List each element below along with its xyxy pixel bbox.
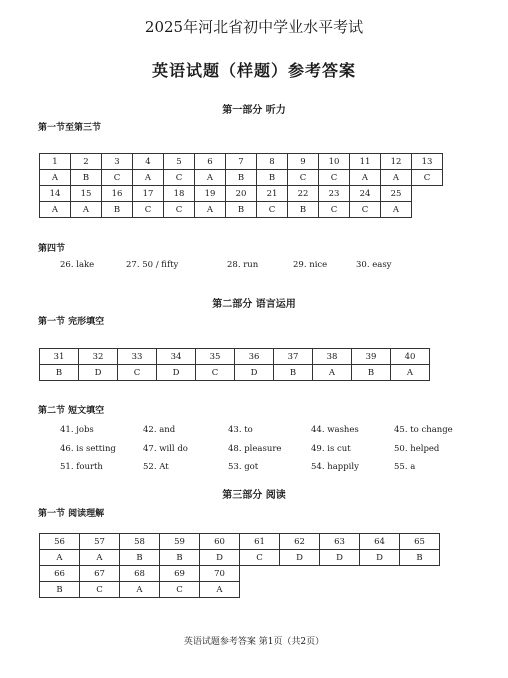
table-cell: 56 — [40, 534, 80, 550]
part2-title: 第二部分 语言运用 — [212, 299, 296, 310]
table-cell: 40 — [391, 349, 430, 365]
table-cell: C — [288, 170, 319, 186]
list-item: 43. to — [228, 425, 253, 435]
part3-answer-table — [39, 533, 440, 598]
list-item: 48. pleasure — [228, 444, 282, 454]
table-cell: 57 — [80, 534, 120, 550]
table-cell: 21 — [257, 186, 288, 202]
table-cell: A — [381, 170, 412, 186]
list-item: 28. run — [227, 260, 259, 270]
table-cell: C — [164, 170, 195, 186]
table-cell: A — [40, 170, 71, 186]
table-cell: 62 — [280, 534, 320, 550]
table-cell: C — [257, 202, 288, 218]
table-cell: B — [160, 550, 200, 566]
list-item: 54. happily — [311, 462, 359, 472]
table-cell: 17 — [133, 186, 164, 202]
list-item: 50. helped — [394, 444, 440, 454]
table-cell: A — [195, 170, 226, 186]
list-item: 26. lake — [60, 260, 95, 270]
table-cell: 1 — [40, 154, 71, 170]
table-cell: B — [40, 365, 79, 381]
part3-section1-label: 第一节 阅读理解 — [38, 509, 105, 519]
part3-title: 第三部分 阅读 — [222, 490, 286, 501]
table-cell: B — [352, 365, 391, 381]
table-cell: A — [381, 202, 412, 218]
table-cell: A — [350, 170, 381, 186]
list-item: 55. a — [394, 462, 416, 472]
table-cell: 34 — [157, 349, 196, 365]
table-cell: 10 — [319, 154, 350, 170]
table-cell: 25 — [381, 186, 412, 202]
table-cell: 63 — [320, 534, 360, 550]
table-cell: A — [313, 365, 352, 381]
part2-section1-label: 第一节 完形填空 — [38, 317, 105, 327]
table-row — [40, 534, 440, 550]
part1-section1-3-label: 第一节至第三节 — [38, 123, 102, 133]
table-cell: C — [164, 202, 195, 218]
table-cell: C — [319, 170, 350, 186]
table-cell: B — [257, 170, 288, 186]
table-cell: 33 — [118, 349, 157, 365]
table-cell: B — [400, 550, 440, 566]
table-cell: 37 — [274, 349, 313, 365]
table-cell: 38 — [313, 349, 352, 365]
table-cell: 61 — [240, 534, 280, 550]
table-cell: 35 — [196, 349, 235, 365]
table-cell: B — [288, 202, 319, 218]
list-item: 30. easy — [356, 260, 392, 270]
table-cell: 19 — [195, 186, 226, 202]
table-cell: C — [80, 582, 120, 598]
table-cell: A — [133, 170, 164, 186]
table-cell: D — [280, 550, 320, 566]
exam-title: 2025年河北省初中学业水平考试 — [144, 18, 364, 36]
list-item: 29. nice — [293, 260, 328, 270]
table-cell: A — [80, 550, 120, 566]
part2-section2-label: 第二节 短文填空 — [38, 406, 105, 416]
table-cell: B — [71, 170, 102, 186]
table-cell: B — [274, 365, 313, 381]
list-item: 41. jobs — [60, 425, 94, 435]
table-cell: 67 — [80, 566, 120, 582]
table-row — [40, 186, 443, 202]
table-cell: B — [120, 550, 160, 566]
table-cell: 32 — [79, 349, 118, 365]
table-cell: 18 — [164, 186, 195, 202]
table-cell: 22 — [288, 186, 319, 202]
list-item: 49. is cut — [311, 444, 351, 454]
table-cell: 39 — [352, 349, 391, 365]
table-cell: A — [200, 582, 240, 598]
table-cell: 7 — [226, 154, 257, 170]
table-row — [40, 349, 430, 365]
table-cell: 9 — [288, 154, 319, 170]
table-row — [40, 365, 430, 381]
table-cell: 16 — [102, 186, 133, 202]
table-cell: C — [102, 170, 133, 186]
part1-answer-table — [39, 153, 443, 218]
table-cell: 68 — [120, 566, 160, 582]
table-cell: A — [40, 550, 80, 566]
page-footer: 英语试题参考答案 第1页（共2页） — [183, 637, 325, 647]
table-cell: 11 — [350, 154, 381, 170]
table-cell: 60 — [200, 534, 240, 550]
table-cell: C — [196, 365, 235, 381]
part1-section4-label: 第四节 — [38, 244, 66, 254]
list-item: 53. got — [228, 462, 259, 472]
list-item: 46. is setting — [60, 444, 116, 454]
part2-answer-table — [39, 348, 430, 381]
table-cell: A — [391, 365, 430, 381]
table-cell: 31 — [40, 349, 79, 365]
list-item: 44. washes — [311, 425, 359, 435]
table-cell: D — [157, 365, 196, 381]
table-row — [40, 202, 443, 218]
table-cell: C — [412, 170, 443, 186]
table-row — [40, 550, 440, 566]
list-item: 47. will do — [143, 444, 188, 454]
table-cell: A — [195, 202, 226, 218]
table-cell: C — [350, 202, 381, 218]
table-row — [40, 582, 440, 598]
table-cell: C — [319, 202, 350, 218]
table-cell: A — [71, 202, 102, 218]
table-cell: 70 — [200, 566, 240, 582]
table-cell: 15 — [71, 186, 102, 202]
table-row — [40, 170, 443, 186]
table-cell: C — [160, 582, 200, 598]
list-item: 52. At — [143, 462, 169, 472]
table-cell: 13 — [412, 154, 443, 170]
table-cell: 58 — [120, 534, 160, 550]
table-cell: B — [226, 170, 257, 186]
table-cell: C — [240, 550, 280, 566]
list-item: 45. to change — [394, 425, 453, 435]
table-cell: 3 — [102, 154, 133, 170]
table-cell: 4 — [133, 154, 164, 170]
table-cell: D — [79, 365, 118, 381]
list-item: 27. 50 / fifty — [126, 260, 179, 270]
list-item: 42. and — [143, 425, 176, 435]
table-row — [40, 154, 443, 170]
table-cell: 8 — [257, 154, 288, 170]
table-cell: D — [235, 365, 274, 381]
table-row — [40, 566, 440, 582]
table-cell: B — [40, 582, 80, 598]
answer-key-title: 英语试题（样题）参考答案 — [151, 61, 356, 80]
table-cell: A — [120, 582, 160, 598]
table-cell: 5 — [164, 154, 195, 170]
table-cell: 66 — [40, 566, 80, 582]
table-cell: B — [102, 202, 133, 218]
table-cell: D — [200, 550, 240, 566]
list-item: 51. fourth — [60, 462, 103, 472]
table-cell: B — [226, 202, 257, 218]
table-cell: 69 — [160, 566, 200, 582]
table-cell: 36 — [235, 349, 274, 365]
table-cell: 2 — [71, 154, 102, 170]
table-cell: C — [118, 365, 157, 381]
table-cell: A — [40, 202, 71, 218]
table-cell: 24 — [350, 186, 381, 202]
table-cell: 20 — [226, 186, 257, 202]
table-cell: 23 — [319, 186, 350, 202]
table-cell: 64 — [360, 534, 400, 550]
table-cell: C — [133, 202, 164, 218]
table-cell: D — [320, 550, 360, 566]
part1-title: 第一部分 听力 — [222, 105, 286, 116]
table-cell: D — [360, 550, 400, 566]
table-cell: 6 — [195, 154, 226, 170]
table-cell: 14 — [40, 186, 71, 202]
table-cell: 59 — [160, 534, 200, 550]
table-cell: 12 — [381, 154, 412, 170]
table-cell: 65 — [400, 534, 440, 550]
